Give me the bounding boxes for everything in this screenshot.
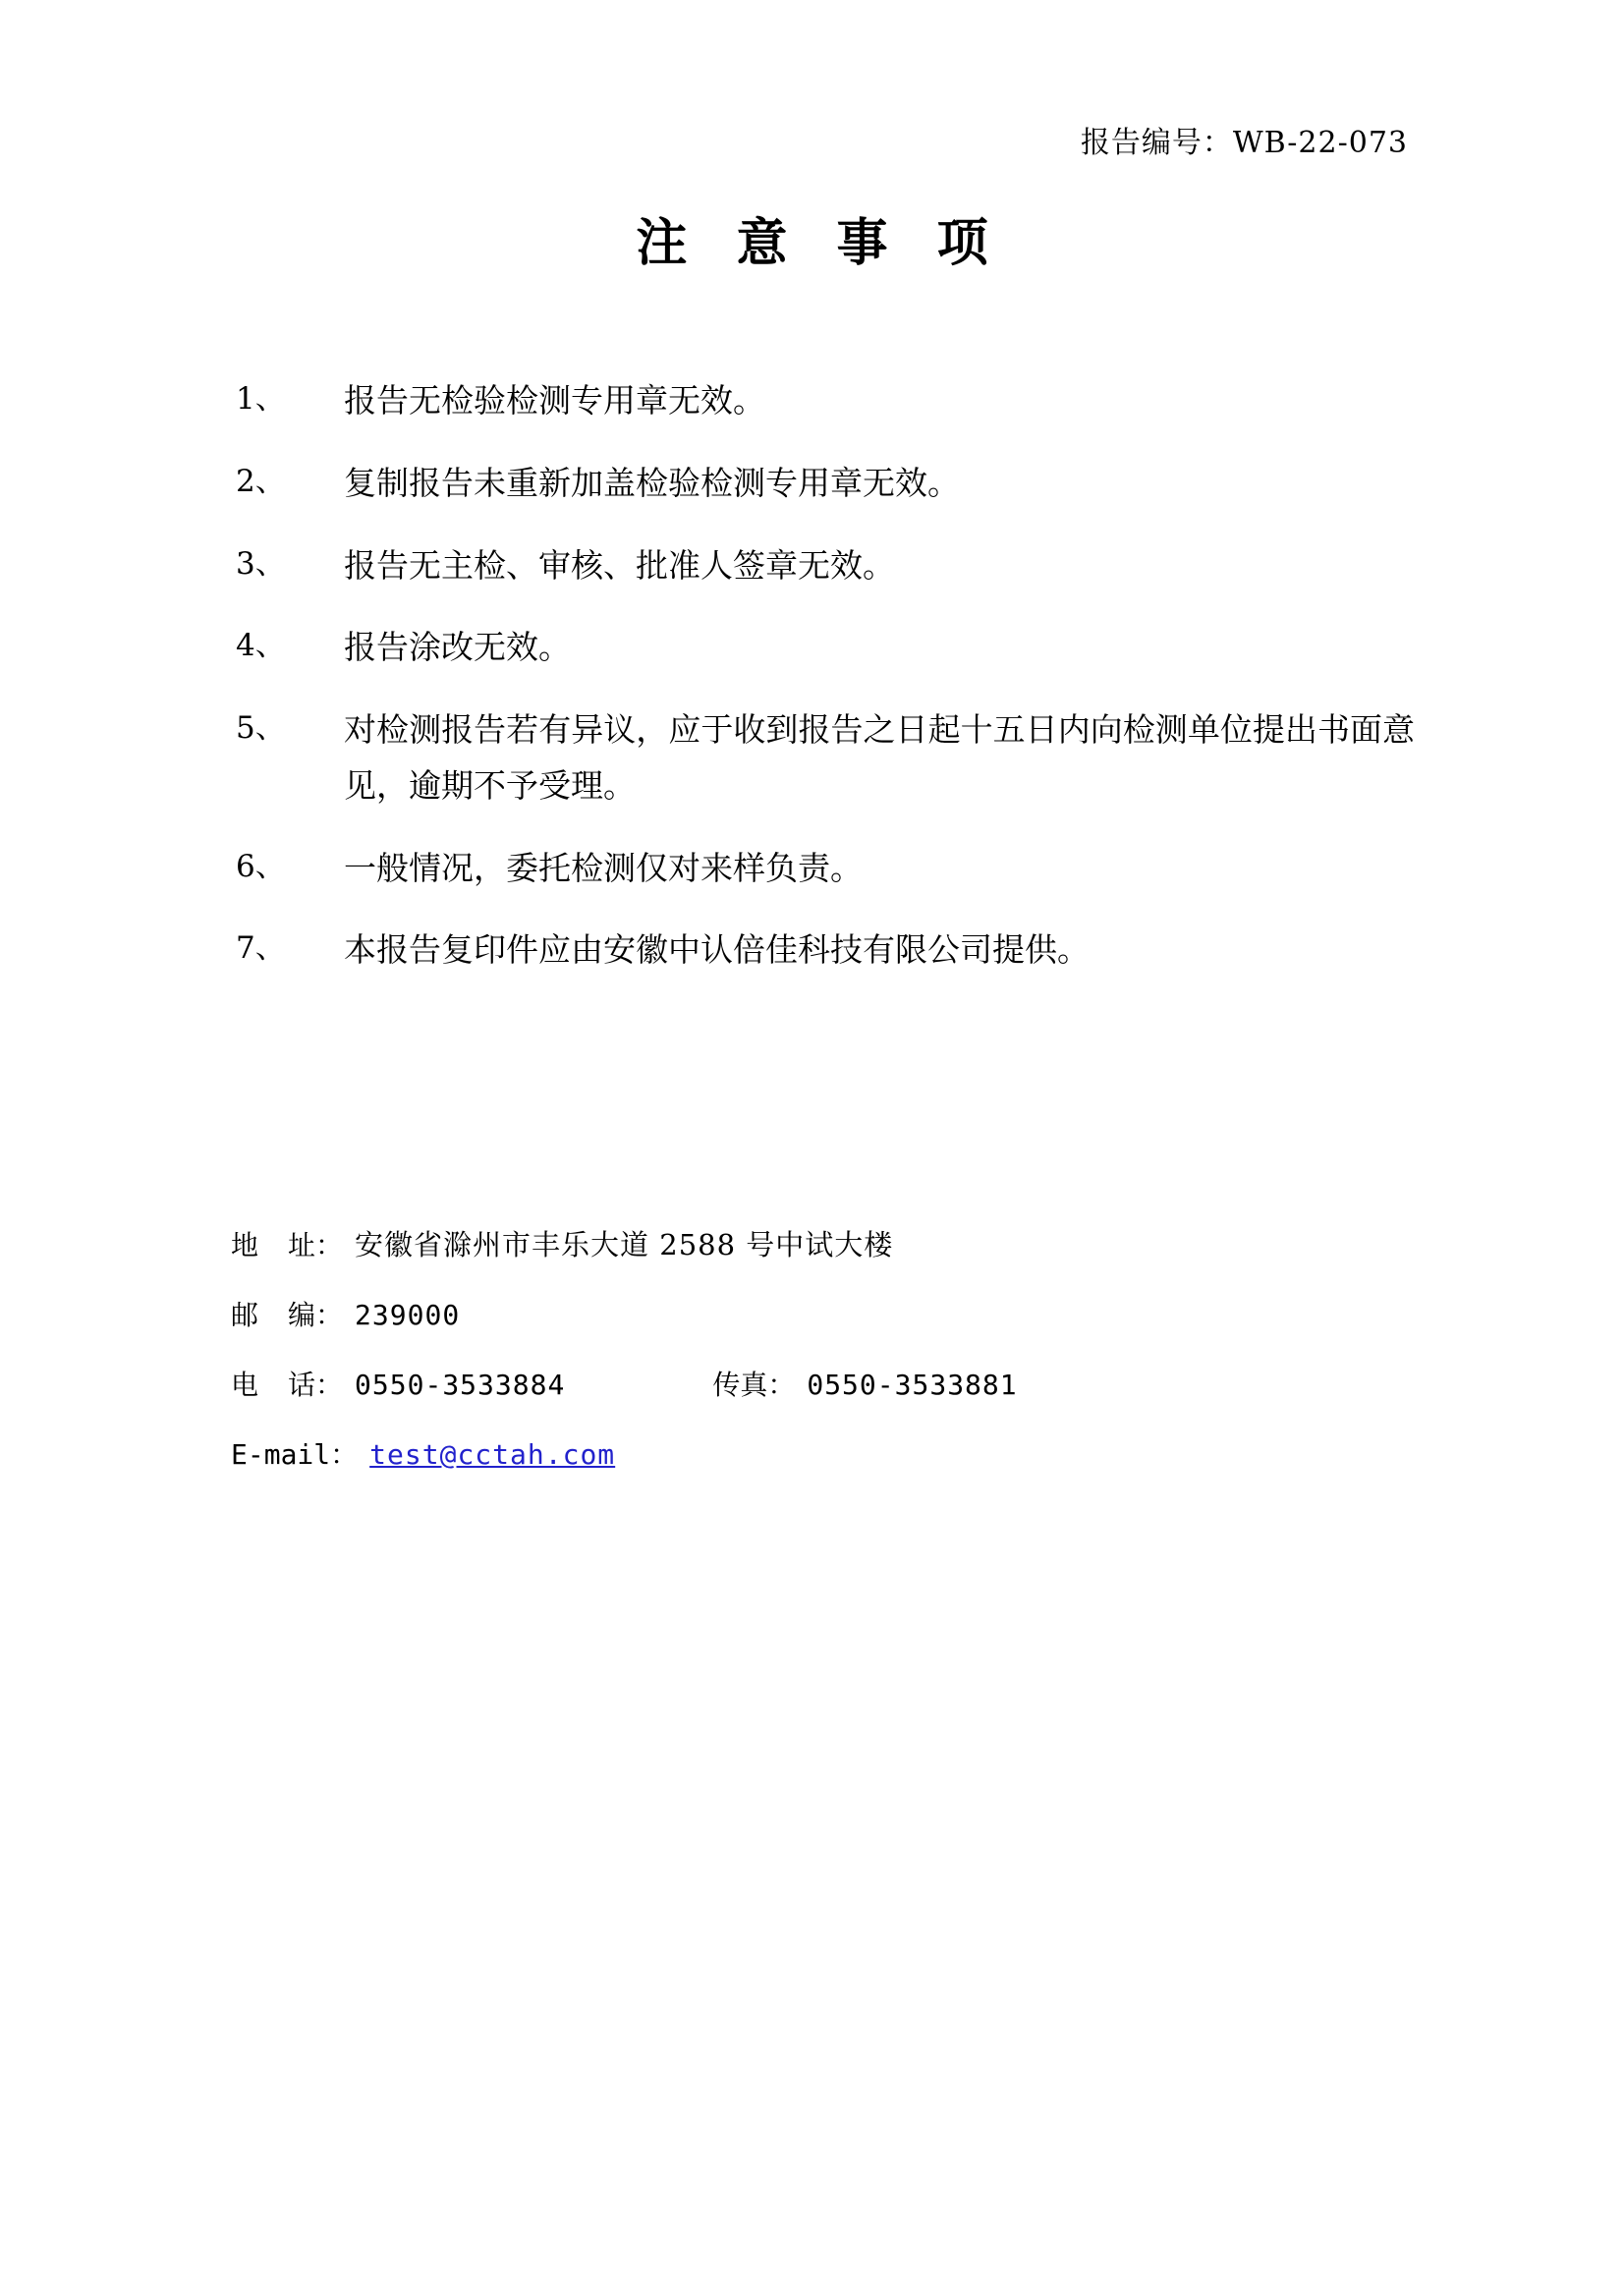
list-item-text: 复制报告未重新加盖检验检测专用章无效。 (344, 463, 960, 502)
list-item (236, 702, 1415, 814)
contact-phone-value: 0550-3533884 (355, 1369, 566, 1401)
contact-email-row (231, 1433, 1410, 1473)
contact-phone-label (231, 1364, 343, 1403)
contact-fax-label: 传真： (712, 1369, 796, 1401)
list-item (236, 373, 1415, 429)
notice-list (236, 373, 1415, 1005)
list-item-number: 5、 (236, 710, 286, 746)
contact-address-value: 安徽省滁州市丰乐大道 2588 号中试大楼 (355, 1228, 894, 1261)
report-number-value: WB-22-073 (1232, 126, 1408, 160)
contact-block (231, 1223, 1410, 1503)
report-number (1081, 118, 1408, 161)
list-item-number: 3、 (236, 545, 286, 582)
list-item-number: 1、 (236, 381, 286, 417)
report-number-label: 报告编号： (1080, 126, 1233, 160)
list-item-text: 报告无检验检测专用章无效。 (344, 381, 765, 420)
list-item-text: 对检测报告若有异议，应于收到报告之日起十五日内向检测单位提出书面意见，逾期不予受理。 (344, 710, 1415, 805)
list-item (236, 841, 1415, 897)
contact-postcode-label (231, 1294, 343, 1333)
list-item (236, 923, 1415, 979)
list-item-text: 报告涂改无效。 (344, 628, 571, 667)
contact-address-label-suffix: 址： (288, 1229, 344, 1261)
list-item-number: 4、 (236, 628, 286, 664)
contact-email-label: E-mail： (231, 1438, 359, 1471)
contact-phone-row (231, 1364, 1410, 1403)
contact-phone-label-char: 电 (231, 1369, 289, 1401)
contact-address-row (231, 1223, 1410, 1263)
list-item (236, 620, 1415, 676)
list-item-number: 2、 (236, 463, 286, 499)
contact-fax-value: 0550-3533881 (807, 1369, 1018, 1401)
list-item-text: 本报告复印件应由安徽中认倍佳科技有限公司提供。 (344, 930, 1090, 970)
list-item-text: 报告无主检、审核、批准人签章无效。 (344, 545, 895, 585)
contact-email-link[interactable]: test@cctah.com (369, 1438, 616, 1471)
list-item (236, 538, 1415, 594)
list-item-text: 一般情况，委托检测仅对来样负责。 (344, 848, 863, 887)
contact-postcode-row (231, 1294, 1410, 1333)
list-item-number: 6、 (236, 848, 286, 884)
contact-postcode-label-char: 邮 (231, 1299, 289, 1331)
contact-postcode-label-suffix: 编： (288, 1299, 344, 1331)
contact-phone-label-suffix: 话： (288, 1369, 344, 1401)
contact-postcode-value: 239000 (355, 1299, 461, 1331)
contact-address-label-char: 地 (231, 1229, 289, 1261)
contact-address-label (231, 1224, 343, 1263)
list-item-number: 7、 (236, 930, 286, 967)
list-item (236, 456, 1415, 512)
page-title: 注 意 事 项 (636, 213, 1004, 273)
